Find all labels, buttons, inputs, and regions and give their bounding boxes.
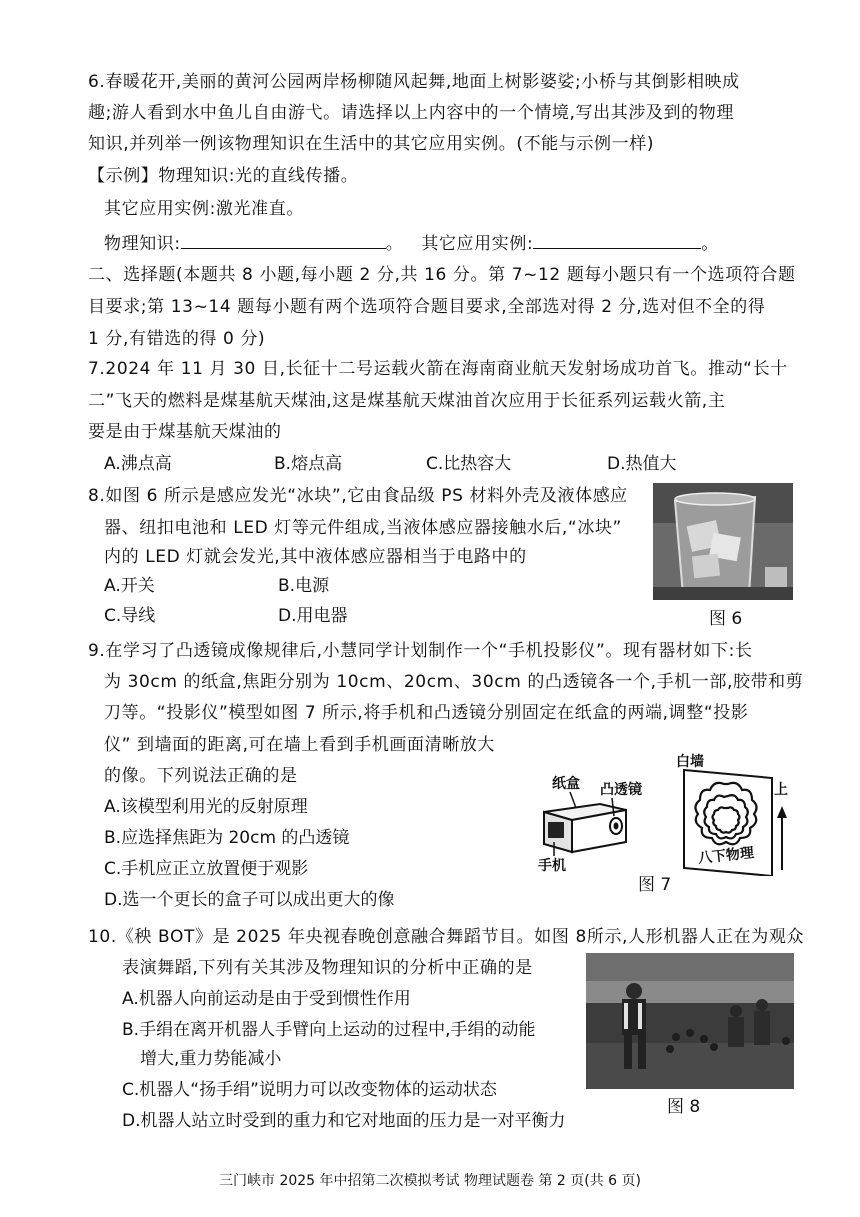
- q6-knowledge-label: 物理知识:: [104, 234, 181, 254]
- q7-option-d[interactable]: D.热值大: [607, 454, 677, 474]
- figure-7-projector-diagram: [536, 752, 796, 876]
- q8-line-3: 内的 LED 灯就会发光,其中液体感应器相当于电路中的: [104, 547, 527, 567]
- q10-option-d[interactable]: D.机器人站立时受到的重力和它对地面的压力是一对平衡力: [122, 1111, 566, 1131]
- q10-option-b[interactable]: B.手绢在离开机器人手臂向上运动的过程中,手绢的动能: [122, 1020, 536, 1040]
- q10-line-2: 表演舞蹈,下列有关其涉及物理知识的分析中正确的是: [122, 958, 533, 978]
- q8-option-a[interactable]: A.开关: [104, 576, 155, 596]
- q10-option-c[interactable]: C.机器人“扬手绢”说明力可以改变物体的运动状态: [122, 1080, 497, 1100]
- q8-option-c[interactable]: C.导线: [104, 606, 156, 626]
- q9-line-4: 仪” 到墙面的距离,可在墙上看到手机画面清晰放大: [104, 735, 496, 755]
- figure-6-caption: 图 6: [709, 609, 743, 629]
- q10-line-1: 10.《秧 BOT》是 2025 年央视春晚创意融合舞蹈节目。如图 8所示,人形机器人正在为观众: [88, 927, 805, 947]
- q7-option-b[interactable]: B.熔点高: [274, 454, 343, 474]
- q7-option-a[interactable]: A.沸点高: [104, 454, 172, 474]
- q7-line-1: 7.2024 年 11 月 30 日,长征十二号运载火箭在海南商业航天发射场成功首飞。推动“长十: [88, 359, 788, 379]
- q6-answer-sep: 。: [385, 234, 404, 254]
- q9-option-b[interactable]: B.应选择焦距为 20cm 的凸透镜: [104, 828, 350, 848]
- figure-8-caption: 图 8: [667, 1097, 701, 1117]
- q6-answer-end: 。: [701, 234, 719, 254]
- q6-line-3: 知识,并列举一例该物理知识在生活中的其它应用实例。(不能与示例一样): [88, 134, 655, 154]
- q6-application-label: 其它应用实例:: [421, 234, 534, 254]
- figure-7-image-text: 八下物理: [697, 845, 755, 867]
- q7-option-c[interactable]: C.比热容大: [426, 454, 512, 474]
- q6-line-2: 趣;游人看到水中鱼儿自由游弋。请选择以上内容中的一个情境,写出其涉及到的物理: [88, 103, 734, 123]
- q9-line-5: 的像。下列说法正确的是: [104, 766, 298, 786]
- section2-line-2: 目要求;第 13~14 题每小题有两个选项符合题目要求,全部选对得 2 分,选对但不全的得: [88, 297, 766, 317]
- q8-option-b[interactable]: B.电源: [278, 576, 330, 596]
- q8-line-2: 器、纽扣电池和 LED 灯等元件组成,当液体感应器接触水后,“冰块”: [104, 518, 622, 538]
- page-footer: 三门峡市 2025 年中招第二次模拟考试 物理试题卷 第 2 页(共 6 页): [219, 1173, 641, 1189]
- q7-line-2: 二”飞天的燃料是煤基航天煤油,这是煤基航天煤油首次应用于长征系列运载火箭,主: [88, 391, 726, 411]
- q10-option-a[interactable]: A.机器人向前运动是由于受到惯性作用: [122, 989, 411, 1009]
- q9-line-2: 为 30cm 的纸盒,焦距分别为 10cm、20cm、30cm 的凸透镜各一个,手机一部,胶带和剪: [104, 672, 804, 692]
- figure-7-label-box: 纸盒: [552, 776, 580, 792]
- q9-option-c[interactable]: C.手机应正立放置便于观影: [104, 859, 309, 879]
- q6-line-1: 6.春暖花开,美丽的黄河公园两岸杨柳随风起舞,地面上树影婆娑;小桥与其倒影相映成: [88, 72, 740, 92]
- q9-option-d[interactable]: D.选一个更长的盒子可以成出更大的像: [104, 890, 395, 910]
- q7-line-3: 要是由于煤基航天煤油的: [88, 422, 282, 442]
- figure-7-label-up: 上: [774, 782, 788, 798]
- figure-7-caption: 图 7: [638, 875, 672, 895]
- q6-example-knowledge: 【示例】物理知识:光的直线传播。: [88, 166, 359, 186]
- q10-option-b-continued: 增大,重力势能减小: [140, 1049, 282, 1069]
- q6-answer-row: [104, 230, 719, 256]
- figure-8-robot-dance-photo: [586, 953, 794, 1089]
- q8-line-1: 8.如图 6 所示是感应发光“冰块”,它由食品级 PS 材料外壳及液体感应: [88, 486, 628, 506]
- q6-example-application: 其它应用实例:激光准直。: [104, 199, 304, 219]
- figure-7-label-phone: 手机: [538, 858, 566, 874]
- q8-option-d[interactable]: D.用电器: [278, 606, 348, 626]
- figure-6-ice-cube-photo: [653, 483, 793, 600]
- section2-line-3: 1 分,有错选的得 0 分): [88, 329, 266, 349]
- q9-option-a[interactable]: A.该模型利用光的反射原理: [104, 797, 308, 817]
- figure-7-label-lens: 凸透镜: [600, 782, 642, 798]
- q6-application-blank[interactable]: [533, 230, 701, 249]
- q9-line-1: 9.在学习了凸透镜成像规律后,小慧同学计划制作一个“手机投影仪”。现有器材如下:长: [88, 641, 753, 661]
- figure-7-label-wall: 白墙: [676, 754, 704, 770]
- q9-line-3: 刀等。“投影仪”模型如图 7 所示,将手机和凸透镜分别固定在纸盒的两端,调整“投影: [104, 703, 749, 723]
- q6-knowledge-blank[interactable]: [181, 230, 386, 249]
- section2-line-1: 二、选择题(本题共 8 小题,每小题 2 分,共 16 分。第 7~12 题每小题只有一个选项符合题: [88, 265, 796, 285]
